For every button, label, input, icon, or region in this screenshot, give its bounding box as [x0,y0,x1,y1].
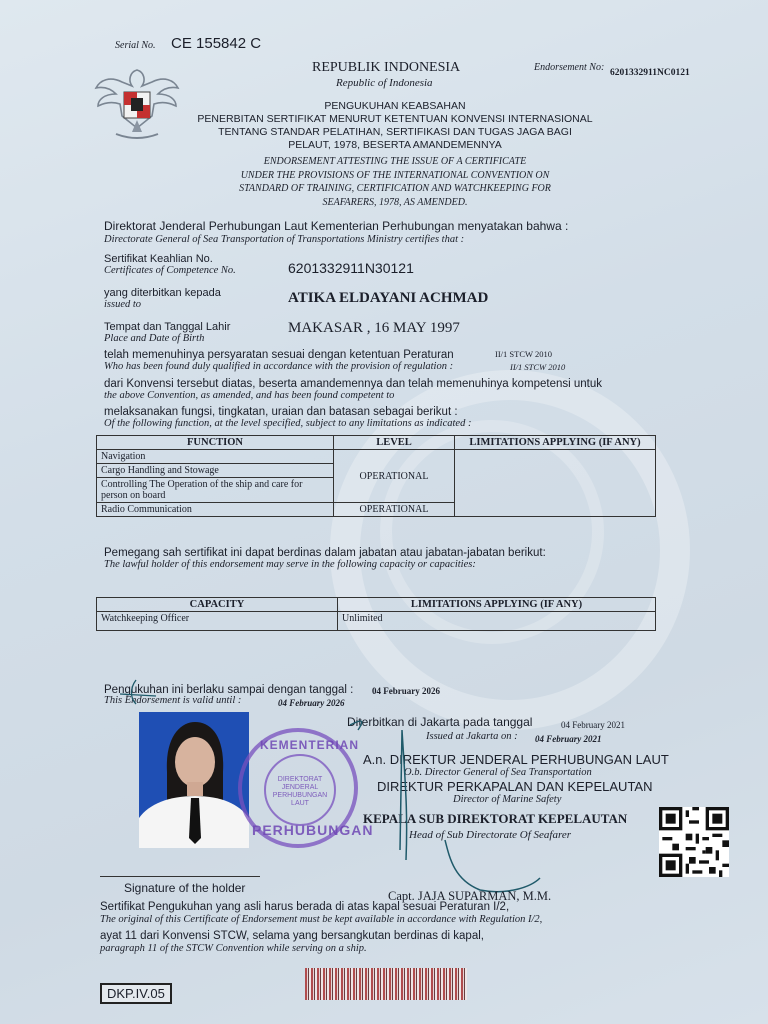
intro-text: Direktorat Jenderal Perhubungan Laut Kementerian Perhubungan menyatakan bahwa : [104,219,569,233]
stamp-bottom-text: PERHUBUNGAN [252,822,374,838]
validity-date: 04 February 2026 [372,686,440,696]
regulation-ref: II/1 STCW 2010 [495,349,552,359]
holder-text-en: The lawful holder of this endorsement may serve in the following capacity or capacities: [104,559,476,570]
requirement-line2: dari Konvensi tersebut diatas, beserta amandemennya dan telah memenuhinya kompetensi untuk [104,378,602,390]
table-cell: Watchkeeping Officer [97,612,338,631]
signatory-line2: DIREKTUR PERKAPALAN DAN KEPELAUTAN [377,779,653,794]
validity-date-en: 04 February 2026 [278,698,345,708]
title-line: PENGUKUHAN KEABSAHAN [324,100,466,112]
signatory-line3: KEPALA SUB DIREKTORAT KEPELAUTAN [363,811,628,826]
signatory-name: Capt. JAJA SUPARMAN, M.M. [388,889,552,903]
table-header: LIMITATIONS APPLYING (IF ANY) [455,436,656,450]
signatory-line1: A.n. DIREKTUR JENDERAL PERHUBUNGAN LAUT [363,752,669,767]
title-line: PELAUT, 1978, BESERTA AMANDEMENNYA [288,139,502,151]
table-cell: OPERATIONAL [334,503,455,517]
republic-title: REPUBLIK INDONESIA [312,60,461,75]
validity-text-en: This Endorsement is valid until : [104,695,242,706]
birth-label: Tempat dan Tanggal Lahir [104,321,231,333]
title-line: TENTANG STANDAR PELATIHAN, SERTIFIKASI DAN TUGAS JAGA BAGI [218,126,572,138]
holder-initial-scribble-icon [100,676,170,706]
holder-name: ATIKA ELDAYANI ACHMAD [288,290,489,306]
stamp-top-text: KEMENTERIAN [260,738,360,752]
table-cell: Cargo Handling and Stowage [97,464,334,478]
requirement-line1-en: Who has been found duly qualified in accordance with the provision of regulation : [104,361,454,372]
table-header-row [97,436,656,450]
security-barcode-icon [305,968,467,1000]
regulation-ref-en: II/1 STCW 2010 [510,362,566,372]
footer-line1-en: The original of this Certificate of Endorsement must be kept available in accordance with Regulation I/2, [100,914,543,925]
table-header-row [97,598,656,612]
table-cell: Controlling The Operation of the ship and care for person on board [97,478,334,503]
holder-photo [139,712,249,848]
table-header: FUNCTION [97,436,334,450]
issued-label: yang diterbitkan kepada [104,287,221,299]
function-table [96,435,656,517]
table-cell: Radio Communication [97,503,334,517]
birth-label-en: Place and Date of Birth [104,333,205,344]
requirement-line3-en: Of the following function, at the level specified, subject to any limitations as indicated : [104,418,472,429]
holder-signature-line [100,876,260,877]
intro-text-en: Directorate General of Sea Transportation of Transportations Ministry certifies that : [104,234,465,245]
title-line: SEAFARERS, 1978, AS AMENDED. [322,196,468,208]
signatory-line1-en: O.b. Director General of Sea Transportation [404,767,592,778]
official-signature-icon [330,690,570,900]
table-cell: OPERATIONAL [334,450,455,503]
issuance-date: 04 February 2021 [561,720,625,730]
table-header: LIMITATIONS APPLYING (IF ANY) [338,598,656,612]
holder-text: Pemegang sah sertifikat ini dapat berdinas dalam jabatan atau jabatan-jabatan berikut: [104,547,546,559]
title-indonesian [0,100,768,152]
stamp-middle-text: DIREKTORAT JENDERAL PERHUBUNGAN LAUT [272,776,328,807]
holder-portrait-icon [139,712,249,848]
footer-line2: ayat 11 dari Konvensi STCW, selama yang bersangkutan berdinas di kapal, [100,930,484,942]
title-line: ENDORSEMENT ATTESTING THE ISSUE OF A CERTIFICATE [263,156,527,167]
issuance-date-en: 04 February 2021 [535,734,602,744]
signatory-line2-en: Director of Marine Safety [453,794,562,805]
serial-number: CE 155842 C [171,35,262,52]
coc-label-en: Certificates of Competence No. [104,265,236,276]
form-code: DKP.IV.05 [100,983,172,1004]
birth-value: MAKASAR , 16 MAY 1997 [288,320,460,336]
table-cell: Unlimited [338,612,656,631]
coc-label: Sertifikat Keahlian No. [104,253,213,265]
endorsement-number: 6201332911NC0121 [610,68,690,78]
qr-pattern-icon [659,807,729,877]
footer-line2-en: paragraph 11 of the STCW Convention while serving on a ship. [100,943,367,954]
title-line: UNDER THE PROVISIONS OF THE INTERNATIONAL CONVENTION ON [240,169,550,181]
qr-code-icon [659,807,729,877]
table-row [97,450,656,464]
table-header: CAPACITY [97,598,338,612]
signatory-line3-en: Head of Sub Directorate Of Seafarer [409,829,572,841]
issued-label-en: issued to [104,299,142,310]
requirement-line2-en: the above Convention, as amended, and has been found competent to [104,390,395,401]
table-header: LEVEL [334,436,455,450]
capacity-table [96,597,656,631]
issuance-text-en: Issued at Jakarta on : [426,731,518,742]
holder-signature-label: Signature of the holder [124,881,246,895]
coc-number: 6201332911N30121 [288,260,414,276]
issuance-text: Diterbitkan di Jakarta pada tanggal [347,715,533,729]
table-cell-empty [455,450,656,517]
serial-label: Serial No. [115,40,156,51]
footer-line1: Sertifikat Pengukuhan yang asli harus berada di atas kapal sesuai Peraturan I/2, [100,901,510,913]
table-cell: Navigation [97,450,334,464]
republic-title-en: Republic of Indonesia [336,77,433,89]
requirement-line1: telah memenuhinya persyaratan sesuai dengan ketentuan Peraturan [104,349,454,361]
requirement-line3: melaksanakan fungsi, tingkatan, uraian dan batasan sebagai berikut : [104,406,458,418]
validity-text: Pengukuhan ini berlaku sampai dengan tanggal : [104,684,354,696]
title-english [0,155,768,209]
endorsement-label: Endorsement No: [534,62,605,73]
table-row [97,612,656,631]
title-line: PENERBITAN SERTIFIKAT MENURUT KETENTUAN KONVENSI INTERNASIONAL [197,113,593,125]
title-line: STANDARD OF TRAINING, CERTIFICATION AND WATCHKEEPING FOR [239,183,551,194]
